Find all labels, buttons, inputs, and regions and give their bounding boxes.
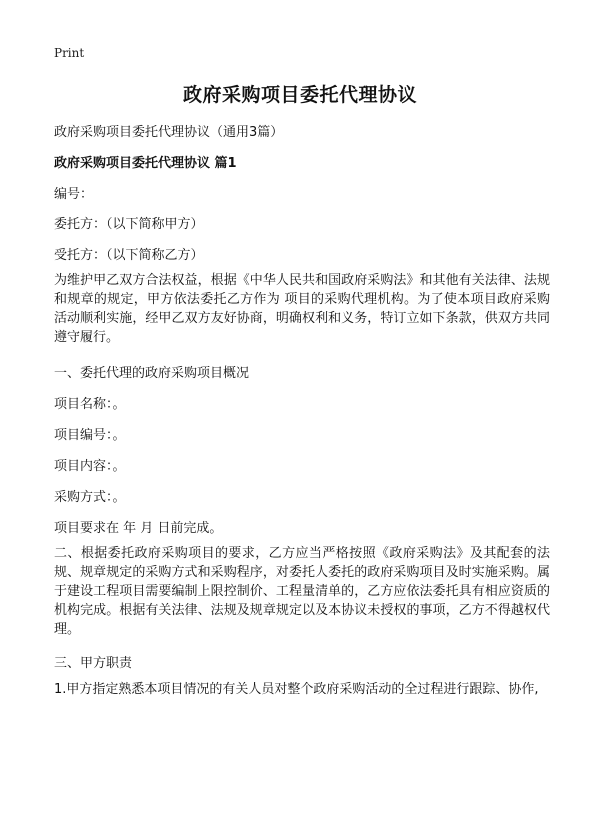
- project-number-line: 项目编号：。: [54, 428, 126, 443]
- party-b-line: 受托方：（以下简称乙方）: [54, 248, 204, 263]
- party-a-line: 委托方：（以下简称甲方）: [54, 217, 204, 232]
- project-content-line: 项目内容：。: [54, 459, 126, 474]
- heading-party-a-duties: 三、甲方职责: [54, 656, 133, 671]
- document-subtitle: 政府采购项目委托代理协议（通用3篇）: [54, 125, 284, 140]
- paragraph-procurement-requirements: 二、根据委托政府采购项目的要求，乙方应当严格按照《政府采购法》及其配套的法规、规章规定的采购方式和采购程序，对委托人委托的政府采购项目及时实施采购。属于建设工程项目需要编制上限控制价、工程量清单的，乙方应依法委托具有相应资质的机构完成。根据有关法律、法规及规章规定以及本协议未授权的事项，乙方不得越权代理。: [54, 546, 550, 637]
- section-title: 政府采购项目委托代理协议 篇1: [54, 156, 237, 171]
- procurement-method-line: 采购方式：。: [54, 490, 126, 505]
- duty-item-1: 1.甲方指定熟悉本项目情况的有关人员对整个政府采购活动的全过程进行跟踪、协作,: [54, 682, 539, 697]
- intro-paragraph: 为维护甲乙双方合法权益，根据《中华人民共和国政府采购法》和其他有关法律、法规和规章的规定，甲方依法委托乙方作为 项目的采购代理机构。为了使本项目政府采购活动顺利实施，经甲乙双方友好协商，明确权利和义务，特订立如下条款，供双方共同遵守履行。: [54, 273, 550, 345]
- heading-project-overview: 一、委托代理的政府采购项目概况: [54, 366, 250, 381]
- completion-requirement-line: 项目要求在 年 月 日前完成。: [54, 521, 223, 536]
- print-link[interactable]: Print: [54, 46, 85, 60]
- number-label: 编号：: [54, 187, 94, 202]
- document-title: 政府采购项目委托代理协议: [182, 84, 417, 106]
- project-name-line: 项目名称：。: [54, 397, 126, 412]
